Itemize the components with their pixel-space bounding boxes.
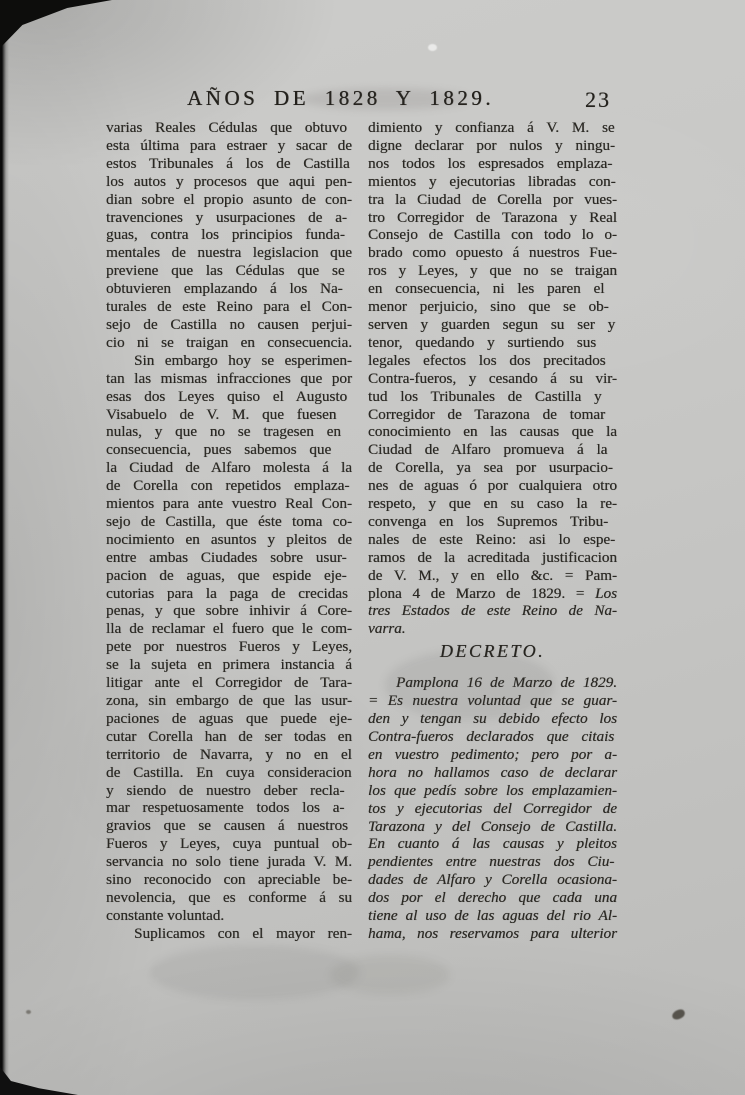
text-line: nes de aguas ó por cualquiera otro bbox=[368, 477, 617, 495]
text-line: tud los Tribunales de Castilla y bbox=[368, 387, 602, 405]
text-line: Sin embargo hoy se esperimen- bbox=[134, 351, 352, 369]
text-line: Consejo de Castilla con todo lo o- bbox=[368, 226, 617, 244]
text-line: sejo de Castilla no causen perjui- bbox=[106, 315, 352, 333]
text-line: sejo de Castilla, que éste toma co- bbox=[106, 512, 352, 530]
text-line: hama, nos reservamos para ulterior bbox=[368, 924, 617, 942]
text-line: En cuanto á las causas y pleitos bbox=[368, 835, 617, 853]
page-header-title: AÑOS DE 1828 Y 1829. bbox=[186, 86, 495, 110]
text-line: de Corella con repetidos emplaza- bbox=[106, 477, 350, 495]
text-line: guas, contra los principios funda- bbox=[106, 226, 345, 244]
text-line: mientos y ejecutorias libradas con- bbox=[368, 172, 616, 190]
paper-fleck bbox=[428, 44, 437, 51]
text-line: legales efectos los dos precitados bbox=[368, 351, 606, 369]
text-line: plona 4 de Marzo de 1829. = Los bbox=[368, 584, 617, 602]
text-line: paciones de aguas que puede eje- bbox=[106, 709, 352, 727]
text-line: mar respetuosamente todos los a- bbox=[106, 799, 345, 817]
text-line: den y tengan su debido efecto los bbox=[368, 710, 617, 728]
text-line: la Ciudad de Alfaro molesta á la bbox=[106, 459, 352, 477]
text-line: ramos de la acreditada justificacion bbox=[368, 548, 617, 566]
text-line: varias Reales Cédulas que obtuvo bbox=[106, 119, 347, 136]
text-line: convenga en los Supremos Tribu- bbox=[368, 512, 609, 530]
text-line: esta última para estraer y sacar de bbox=[106, 136, 352, 154]
text-line: digne declarar por nulos y ningu- bbox=[368, 136, 616, 154]
text-line: mientos para ante vuestro Real Con- bbox=[106, 495, 352, 513]
paragraph bbox=[368, 119, 617, 638]
text-line: Fueros y Leyes, cuya puntual ob- bbox=[106, 835, 352, 853]
text-line: pendientes entre nuestras dos Ciu- bbox=[368, 853, 615, 871]
text-line: nulas, y que no se tragesen en bbox=[106, 423, 341, 441]
show-through-smudge bbox=[150, 945, 360, 1000]
text-line: servancia no solo tiene jurada V. M. bbox=[106, 853, 352, 871]
running-head bbox=[106, 86, 617, 120]
binding-corner-bottom-left bbox=[0, 1067, 78, 1095]
text-line: respeto, y que en su caso la re- bbox=[368, 495, 617, 513]
text-line: de Castilla. En cuya consideracion bbox=[106, 763, 352, 781]
text-line: nales de este Reino: asi lo espe- bbox=[368, 530, 616, 548]
text-line: de Corella, ya sea por usurpacio- bbox=[368, 459, 613, 477]
text-line: pacion de aguas, que espide eje- bbox=[106, 566, 347, 584]
text-line: penas, y que sobre inhivir á Core- bbox=[106, 602, 352, 620]
text-line: Corregidor de Tarazona de tomar bbox=[368, 405, 606, 423]
text-line: travenciones y usurpaciones de a- bbox=[106, 208, 347, 226]
decreto-heading: DECRETO. bbox=[439, 641, 546, 662]
text-line: obtuvieren emplazando á los Na- bbox=[106, 280, 343, 298]
paragraph bbox=[106, 925, 352, 943]
text-line: menor perjuicio, sino que se ob- bbox=[368, 298, 609, 316]
text-line: sino reconocido con apreciable be- bbox=[106, 871, 352, 889]
text-line: previene que las Cédulas que se bbox=[106, 262, 345, 280]
text-line: en vuestro pedimento; pero por a- bbox=[368, 745, 617, 763]
text-line: conocimiento en las causas que la bbox=[368, 423, 617, 441]
text-line: nos todos los espresados emplaza- bbox=[368, 154, 613, 172]
text-line: Visabuelo de V. M. que fuesen bbox=[106, 405, 337, 423]
text-line: dimiento y confianza á V. M. se bbox=[368, 119, 615, 136]
text-line: litigar ante el Corregidor de Tara- bbox=[106, 674, 352, 692]
text-line: Contra-fueros declarados que citais bbox=[368, 728, 615, 745]
text-line: y siendo de nuestro deber recla- bbox=[106, 781, 345, 799]
column-right bbox=[368, 119, 617, 943]
text-line: se la sujeta en primera instancia á bbox=[106, 656, 352, 674]
text-line: tres Estados de este Reino de Na- bbox=[368, 602, 617, 620]
text-line: cio ni se traigan en consecuencia. bbox=[106, 333, 352, 351]
text-line: hora no hallamos caso de declarar bbox=[368, 763, 617, 781]
text-line: zona, sin embargo de que las usur- bbox=[106, 692, 352, 709]
folio-page-number: 23 bbox=[585, 87, 611, 112]
text-line: brado como opuesto á nuestros Fue- bbox=[368, 244, 617, 262]
text-line: Contra-fueros, y cesando á su vir- bbox=[368, 369, 617, 387]
text-line: nevolencia, que es conforme á su bbox=[106, 888, 352, 906]
text-line: = Es nuestra voluntad que se guar- bbox=[368, 692, 617, 710]
text-line: mentales de nuestra legislacion que bbox=[106, 244, 352, 262]
text-line: dos por el derecho que cada una bbox=[368, 889, 617, 907]
text-line: tro Corregidor de Tarazona y Real bbox=[368, 208, 617, 226]
text-line: esas dos Leyes quiso el Augusto bbox=[106, 387, 348, 405]
text-line: tenor, quedando y surtiendo sus bbox=[368, 333, 597, 351]
text-line: los autos y procesos que aqui pen- bbox=[106, 172, 352, 190]
text-line: tan las mismas infracciones que por bbox=[106, 369, 352, 387]
paragraph bbox=[368, 674, 617, 943]
text-line: entre ambas Ciudades sobre usur- bbox=[106, 548, 347, 566]
text-line: en consecuencia, ni les paren el bbox=[368, 280, 605, 298]
text-line: territorio de Navarra, y no en el bbox=[106, 745, 352, 763]
text-line: cutorias para la paga de crecidas bbox=[106, 584, 348, 602]
ink-speck bbox=[671, 1008, 686, 1021]
text-line: los que pedís sobre los emplazamien- bbox=[368, 781, 617, 799]
text-line: cutar Corella han de ser todas en bbox=[106, 727, 352, 745]
text-line: consecuencia, pues sabemos que bbox=[106, 441, 332, 459]
text-line: ros y Leyes, y que no se traigan bbox=[368, 262, 617, 280]
ink-speck bbox=[26, 1010, 31, 1014]
text-line: Suplicamos con el mayor ren- bbox=[134, 924, 352, 942]
text-line: tra la Ciudad de Corella por vues- bbox=[368, 190, 617, 208]
text-line: tos y ejecutorias del Corregidor de bbox=[368, 799, 617, 817]
paragraph bbox=[106, 119, 352, 352]
text-line: lla de reclamar el fuero que le com- bbox=[106, 620, 352, 638]
text-line: gravios que se causen á nuestros bbox=[106, 817, 348, 835]
paragraph bbox=[106, 352, 352, 925]
text-line: varra. bbox=[368, 620, 406, 638]
text-line: Ciudad de Alfaro promueva á la bbox=[368, 441, 608, 459]
text-line: turales de este Reino para el Con- bbox=[106, 298, 352, 316]
text-line: estos Tribunales á los de Castilla bbox=[106, 154, 350, 172]
column-left bbox=[106, 119, 352, 943]
show-through-smudge bbox=[330, 955, 450, 995]
text-line: Pamplona 16 de Marzo de 1829. bbox=[396, 674, 617, 692]
text-line: dades de Alfaro y Corella ocasiona- bbox=[368, 871, 617, 889]
text-line: Tarazona y del Consejo de Castilla. bbox=[368, 817, 617, 835]
text-line: constante voluntad. bbox=[106, 906, 225, 924]
text-line: tiene al uso de las aguas del rio Al- bbox=[368, 907, 617, 925]
text-line: serven y guarden segun su ser y bbox=[368, 315, 616, 333]
text-line: dian sobre el propio asunto de con- bbox=[106, 190, 352, 208]
text-line: nocimiento en asuntos y pleitos de bbox=[106, 530, 352, 548]
binding-corner-top-left bbox=[0, 0, 112, 50]
text-line: pete por nuestros Fueros y Leyes, bbox=[106, 638, 352, 656]
text-line: de V. M., y en ello &c. = Pam- bbox=[368, 566, 617, 584]
book-binding-edge bbox=[0, 0, 9, 1095]
